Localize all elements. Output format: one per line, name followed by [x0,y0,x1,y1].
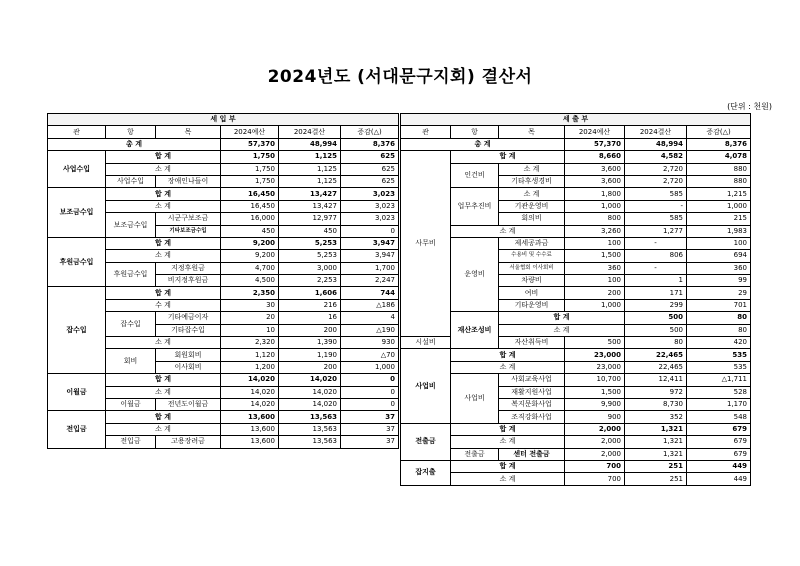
gwan-label: 보조금수입 [48,188,106,238]
diff-cell: 100 [687,237,751,249]
budget-cell: 900 [565,411,625,423]
budget-cell: 700 [565,473,625,485]
budget-cell: 1,500 [565,386,625,398]
mok-label: 차량비 [499,275,565,287]
budget-cell: 500 [565,337,625,349]
gwan-label: 이월금 [48,374,106,411]
actual-cell: 806 [625,250,687,262]
budget-cell: 1,120 [221,349,279,361]
hang-label: 사업비 [451,374,499,424]
hang-label: 업무추진비 [451,188,499,225]
budget-cell: 13,600 [221,411,279,423]
actual-cell: 2,720 [625,175,687,187]
gwan-label: 사업수입 [48,151,106,188]
actual-cell: 8,730 [625,398,687,410]
group-total-row [401,151,751,163]
row-label: 소 계 [106,423,221,435]
grand-total-row [48,138,399,150]
actual-cell: 14,020 [279,374,341,386]
budget-cell: 10 [221,324,279,336]
actual-cell: 5,253 [279,237,341,249]
hang-label: 이월금 [106,398,156,410]
hang-label: 인건비 [451,163,499,188]
budget-cell: 14,020 [221,398,279,410]
revenue-table [47,113,399,449]
diff-cell: 3,947 [341,250,399,262]
budget-cell: 10,700 [565,374,625,386]
diff-cell: 625 [341,163,399,175]
group-total-row [401,349,751,361]
row-label: 합 계 [451,349,565,361]
budget-cell: 13,600 [221,436,279,448]
expense-heading: 세 출 부 [401,114,751,126]
diff-cell: 880 [687,163,751,175]
diff-cell: 1,000 [341,361,399,373]
mok-label: 장애인나들이 [156,175,221,187]
diff-cell: 37 [341,411,399,423]
diff-cell: 625 [341,175,399,187]
group-total-row [48,374,399,386]
actual-cell: 13,563 [279,423,341,435]
row-label: 합 계 [106,411,221,423]
col-header: 항 [106,126,156,138]
diff-cell: 930 [341,337,399,349]
col-header: 2024예산 [221,126,279,138]
diff-cell: 1,000 [687,200,751,212]
budget-cell: 9,200 [221,237,279,249]
col-header: 항 [451,126,499,138]
gwan-label: 전출금 [401,423,451,460]
hang-label: 운영비 [451,237,499,311]
budget-cell: 1,200 [221,361,279,373]
row-label: 합 계 [106,188,221,200]
budget-cell: 500 [625,312,687,324]
diff-cell: 449 [687,460,751,472]
gwan-label: 잡지출 [401,460,451,485]
budget-cell: 2,350 [221,287,279,299]
group-total-row [48,188,399,200]
budget-cell: 1,750 [221,175,279,187]
mok-label: 비지정후원금 [156,275,221,287]
budget-cell: 14,020 [221,374,279,386]
diff-cell: 625 [341,151,399,163]
diff-cell: 1,983 [687,225,751,237]
budget-cell: 16,450 [221,200,279,212]
budget-cell: 20 [221,312,279,324]
col-header: 증감(△) [687,126,751,138]
actual-cell: 22,465 [625,361,687,373]
col-header: 목 [156,126,221,138]
diff-cell: 420 [687,337,751,349]
budget-cell: 23,000 [565,361,625,373]
budget-cell: 800 [565,213,625,225]
budget-cell: 100 [565,237,625,249]
row-label: 총 계 [48,138,221,150]
actual-cell: 12,411 [625,374,687,386]
hang-label: 보조금수입 [106,213,156,238]
diff-cell: 2,247 [341,275,399,287]
actual-cell: 1,390 [279,337,341,349]
actual-cell: 1,321 [625,423,687,435]
budget-cell: 3,600 [565,163,625,175]
actual-cell: 251 [625,460,687,472]
hang-label: 시설비 [401,337,451,349]
diff-cell: 360 [687,262,751,274]
actual-cell: 48,994 [279,138,341,150]
mok-label: 기타예금이자 [156,312,221,324]
diff-cell: 535 [687,361,751,373]
row-label: 합 계 [106,237,221,249]
diff-cell: 744 [341,287,399,299]
row-label: 합 계 [106,287,221,299]
actual-cell: 352 [625,411,687,423]
actual-cell: 450 [279,225,341,237]
subtotal-row [401,473,751,485]
diff-cell: △70 [341,349,399,361]
group-total-row [48,287,399,299]
diff-cell: 528 [687,386,751,398]
mok-label: 회원회비 [156,349,221,361]
row-label: 소 계 [451,436,565,448]
budget-cell: 2,000 [565,436,625,448]
actual-cell: - [625,237,687,249]
diff-cell: 4,078 [687,151,751,163]
actual-cell: - [625,200,687,212]
diff-cell: 3,023 [341,188,399,200]
row-label: 소 계 [499,188,565,200]
col-header: 2024결산 [625,126,687,138]
diff-cell: 679 [687,436,751,448]
actual-cell: 251 [625,473,687,485]
group-total-row [401,423,751,435]
actual-cell: 1,321 [625,448,687,460]
gwan-label: 사업비 [401,349,451,423]
col-header: 관 [48,126,106,138]
budget-cell: 4,700 [221,262,279,274]
subtotal-row [401,188,751,200]
budget-cell: 360 [565,262,625,274]
actual-cell: 1,190 [279,349,341,361]
gwan-label: 전입금 [48,411,106,448]
mok-label: 전년도이월금 [156,398,221,410]
actual-cell: 216 [279,299,341,311]
group-total-row [48,237,399,249]
diff-cell: 1,170 [687,398,751,410]
budget-cell: 1,750 [221,151,279,163]
actual-cell: 1,321 [625,436,687,448]
subtotal-row [401,225,751,237]
mok-label: 조직강화사업 [499,411,565,423]
diff-cell: 37 [341,436,399,448]
row-label: 소 계 [106,200,221,212]
diff-cell: 548 [687,411,751,423]
actual-cell: 972 [625,386,687,398]
row-label: 소 계 [106,163,221,175]
hang-label: 전출금 [451,448,499,460]
diff-cell: △1,711 [687,374,751,386]
budget-cell: 16,000 [221,213,279,225]
row-label: 소 계 [451,361,565,373]
mok-label: 시군구보조금 [156,213,221,225]
budget-cell: 9,900 [565,398,625,410]
actual-cell: - [625,262,687,274]
actual-cell: 1 [625,275,687,287]
row-label: 소 계 [499,163,565,175]
diff-cell: 29 [687,287,751,299]
mok-label: 기타잡수입 [156,324,221,336]
subtotal-row [401,163,751,175]
grand-total-row [401,138,751,150]
actual-cell: 14,020 [279,398,341,410]
row-label: 총 계 [401,138,565,150]
diff-cell: 4 [341,312,399,324]
actual-cell: 13,427 [279,200,341,212]
group-total-row [401,460,751,472]
hang-label: 잡수입 [106,312,156,337]
row-label: 수 계 [106,299,221,311]
actual-cell: 80 [625,337,687,349]
gwan-label: 후원금수입 [48,237,106,287]
diff-cell: 1,700 [341,262,399,274]
row-label: 합 계 [451,423,565,435]
gwan-label: 재산조성비 [451,312,499,349]
diff-cell: 8,376 [341,138,399,150]
mok-label: 기타보조금수입 [156,225,221,237]
mok-label: 수용비 및 수수료 [499,250,565,262]
unit-label: (단위 : 천원) [727,102,772,111]
diff-cell: 880 [687,175,751,187]
budget-cell: 57,370 [221,138,279,150]
row-label: 합 계 [106,151,221,163]
actual-cell: 2,720 [625,163,687,175]
group-total-row [401,312,751,324]
budget-cell: 100 [565,275,625,287]
budget-cell: 1,000 [565,299,625,311]
actual-cell: 80 [687,312,751,324]
diff-cell: 694 [687,250,751,262]
col-header: 2024예산 [565,126,625,138]
group-total-row [48,411,399,423]
mok-label: 자산취득비 [499,337,565,349]
mok-label: 재활지원사업 [499,386,565,398]
budget-cell: 450 [221,225,279,237]
mok-label: 지정후원금 [156,262,221,274]
row-label: 합 계 [499,312,625,324]
row-label: 소 계 [106,337,221,349]
mok-label: 제세공과금 [499,237,565,249]
actual-cell: 4,582 [625,151,687,163]
row-label: 합 계 [451,151,565,163]
budget-cell: 23,000 [565,349,625,361]
mok-label: 여비 [499,287,565,299]
actual-cell: 1,277 [625,225,687,237]
subtotal-row [401,436,751,448]
actual-cell: 3,000 [279,262,341,274]
budget-cell: 200 [565,287,625,299]
budget-cell: 3,600 [565,175,625,187]
gwan-label: 사무비 [401,151,451,337]
mok-label: 기타후생경비 [499,175,565,187]
budget-cell: 700 [565,460,625,472]
actual-cell: 12,977 [279,213,341,225]
revenue-heading: 세 입 부 [48,114,399,126]
diff-cell: 3,023 [341,213,399,225]
budget-cell: 16,450 [221,188,279,200]
diff-cell: 3,947 [341,237,399,249]
row-label: 합 계 [106,374,221,386]
diff-cell: 449 [687,473,751,485]
mok-label: 이사회비 [156,361,221,373]
actual-cell: 1,125 [279,175,341,187]
budget-cell: 1,800 [565,188,625,200]
gwan-label: 잡수입 [48,287,106,374]
col-header: 증감(△) [341,126,399,138]
expense-table [400,113,751,486]
mok-label: 회의비 [499,213,565,225]
diff-cell: 679 [687,448,751,460]
actual-cell: 13,427 [279,188,341,200]
budget-cell: 3,260 [565,225,625,237]
budget-cell: 4,500 [221,275,279,287]
actual-cell: 2,253 [279,275,341,287]
subtotal-row [401,361,751,373]
diff-cell: 3,023 [341,200,399,212]
mok-label: 서울협회 이사회비 [499,262,565,274]
actual-cell: 200 [279,324,341,336]
actual-cell: 13,563 [279,436,341,448]
actual-cell: 1,125 [279,163,341,175]
budget-cell: 2,000 [565,423,625,435]
col-header: 목 [499,126,565,138]
actual-cell: 200 [279,361,341,373]
row-label: 합 계 [451,460,565,472]
diff-cell: 0 [341,374,399,386]
budget-cell: 9,200 [221,250,279,262]
budget-cell: 2,320 [221,337,279,349]
page-title: 2024년도 (서대문구지회) 결산서 [267,67,533,87]
diff-cell: △190 [341,324,399,336]
diff-cell: 1,215 [687,188,751,200]
group-total-row [48,151,399,163]
budget-cell: 8,660 [565,151,625,163]
budget-cell: 13,600 [221,423,279,435]
budget-cell: 1,000 [565,200,625,212]
diff-cell: △186 [341,299,399,311]
budget-cell: 30 [221,299,279,311]
diff-cell: 215 [687,213,751,225]
budget-cell: 57,370 [565,138,625,150]
budget-cell: 1,500 [565,250,625,262]
actual-cell: 16 [279,312,341,324]
diff-cell: 8,376 [687,138,751,150]
diff-cell: 0 [341,386,399,398]
actual-cell: 1,606 [279,287,341,299]
diff-cell: 679 [687,423,751,435]
actual-cell: 299 [625,299,687,311]
mok-label: 사회교육사업 [499,374,565,386]
hang-label: 후원금수입 [106,262,156,287]
budget-cell: 500 [625,324,687,336]
table-row [401,448,751,460]
budget-cell: 1,750 [221,163,279,175]
actual-cell: 14,020 [279,386,341,398]
diff-cell: 37 [341,423,399,435]
actual-cell: 585 [625,188,687,200]
table-row [401,237,751,249]
row-label: 소 계 [106,386,221,398]
hang-label: 사업수입 [106,175,156,187]
diff-cell: 0 [341,398,399,410]
mok-label: 센터 전출금 [499,448,565,460]
actual-cell: 171 [625,287,687,299]
budget-cell: 14,020 [221,386,279,398]
budget-cell: 2,000 [565,448,625,460]
row-label: 소 계 [499,324,625,336]
hang-label: 회비 [106,349,156,374]
row-label: 소 계 [451,225,565,237]
diff-cell: 99 [687,275,751,287]
col-header: 관 [401,126,451,138]
mok-label: 고용장려금 [156,436,221,448]
actual-cell: 48,994 [625,138,687,150]
mok-label: 복지문화사업 [499,398,565,410]
actual-cell: 5,253 [279,250,341,262]
mok-label: 기타운영비 [499,299,565,311]
mok-label: 기관운영비 [499,200,565,212]
col-header: 2024결산 [279,126,341,138]
actual-cell: 80 [687,324,751,336]
actual-cell: 22,465 [625,349,687,361]
diff-cell: 0 [341,225,399,237]
table-row [401,374,751,386]
diff-cell: 535 [687,349,751,361]
diff-cell: 701 [687,299,751,311]
hang-label: 전입금 [106,436,156,448]
row-label: 소 계 [451,473,565,485]
actual-cell: 1,125 [279,151,341,163]
row-label: 소 계 [106,250,221,262]
actual-cell: 13,563 [279,411,341,423]
actual-cell: 585 [625,213,687,225]
